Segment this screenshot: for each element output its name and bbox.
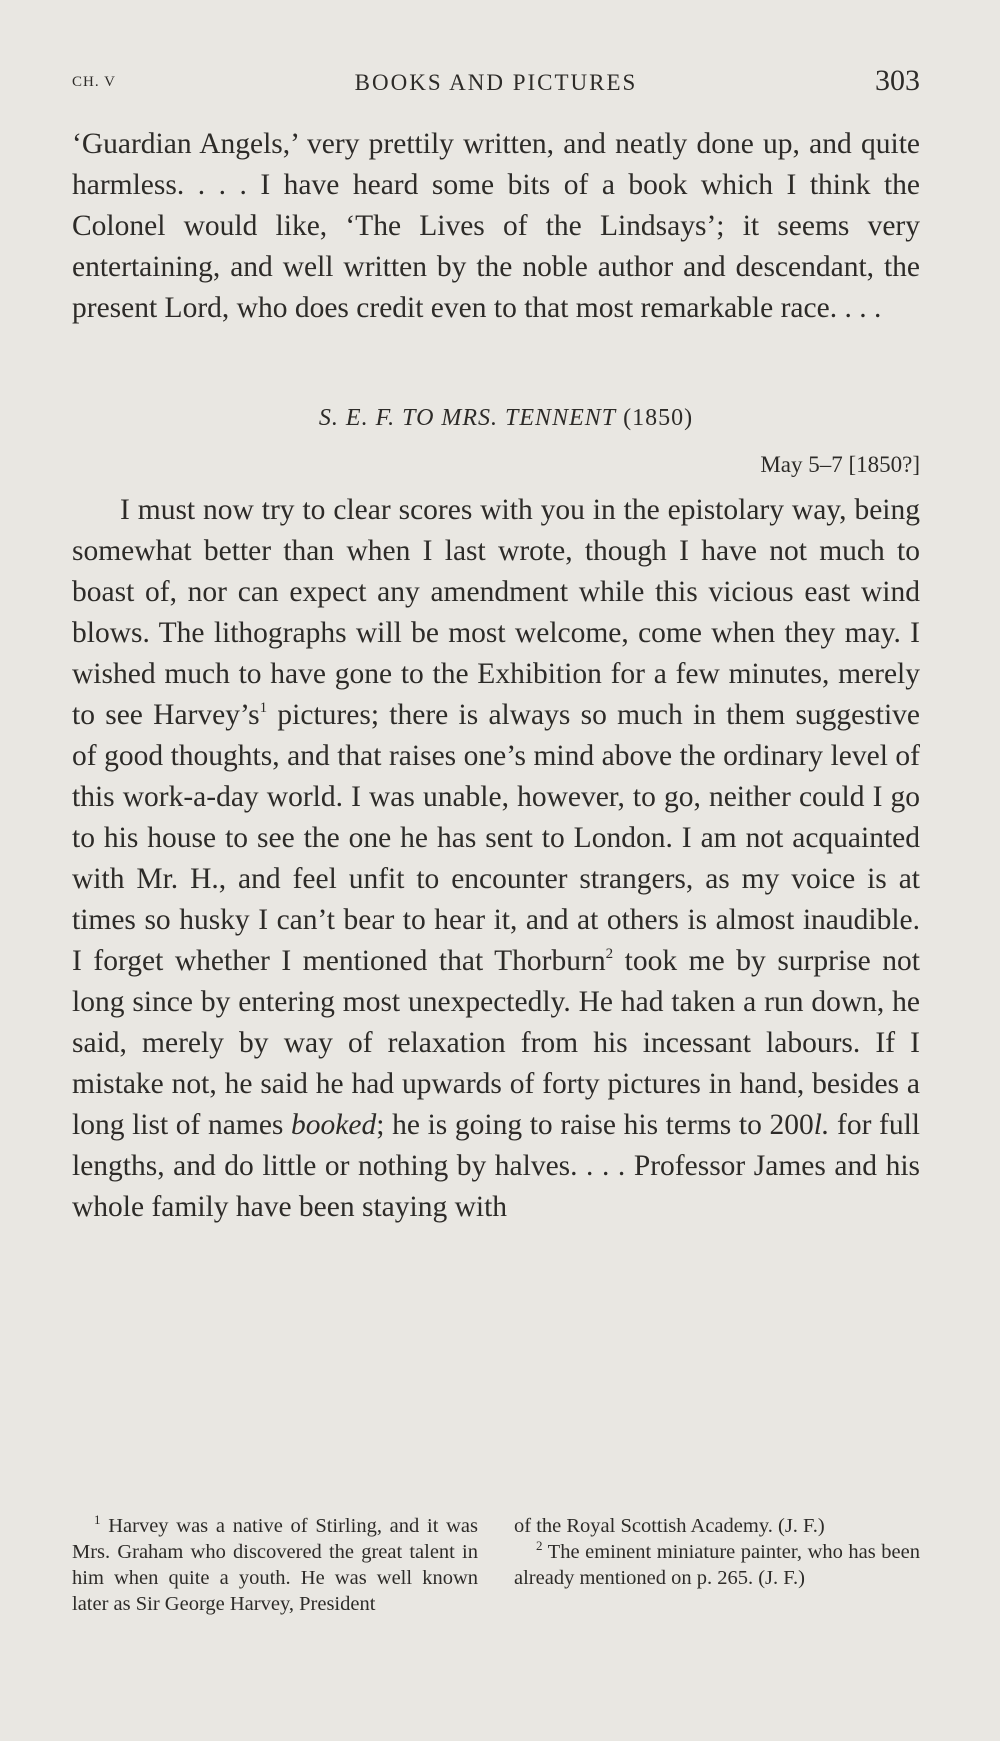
footnote-2 xyxy=(514,1539,920,1591)
running-title: BOOKS AND PICTURES xyxy=(354,70,638,95)
letter-heading xyxy=(72,405,920,432)
footnote-2-text: The eminent miniature painter, who has been already mentioned on p. 265. (J. F.) xyxy=(514,1541,920,1589)
letter-text-part1: I must now try to clear scores with you in the epistolary way, being somewhat better than when I last wrote, though I have not much to boast of, nor can expect any amendment while this vicious east wind blows. The lithographs will be most welcome, come when they may. I wished much to have gone to the Exhibition for a few minutes, merely to see Harvey’s xyxy=(72,494,920,731)
footnotes xyxy=(72,1513,920,1617)
letter-text-part4: ; he is going to raise his terms to 200 xyxy=(376,1109,814,1141)
footnote-1 xyxy=(72,1513,478,1617)
footnote-1-text: Harvey was a native of Stirling, and it was Mrs. Graham who discovered the great talent in him when quite a youth. He was well known later as Sir George Harvey, President xyxy=(72,1515,478,1615)
letter-text-part3: took me by surprise not long since by entering most unexpectedly. He had taken a run down, he said, merely by way of relaxation from his incessant labours. If I mistake not, he said he had upwards of forty pictures in hand, besides a long list of names xyxy=(72,945,920,1141)
footnote-1-continued: of the Royal Scottish Academy. (J. F.) xyxy=(514,1515,825,1537)
opening-paragraph: ‘Guardian Angels,’ very prettily written, and neatly done up, and quite harmless. . . . I have heard some bits of a book which I think the Colonel would like, ‘The Lives of the Lindsays’; it seems very entertaining, and well written by the noble author and descendant, the present Lord, who does credit even to that most remarkable race. . . . xyxy=(72,128,920,324)
letter-year: (1850) xyxy=(623,405,694,431)
footnote-2-mark: 2 xyxy=(536,1538,543,1553)
footnote-column-left xyxy=(72,1513,478,1617)
footnote-1-mark: 1 xyxy=(94,1512,101,1527)
letter-title: S. E. F. TO MRS. TENNENT xyxy=(318,405,617,431)
chapter-label: CH. V xyxy=(72,74,116,90)
footnote-ref-2: 2 xyxy=(605,946,614,962)
letter-date: May 5–7 [1850?] xyxy=(760,452,920,477)
running-head xyxy=(72,62,920,102)
letter-text-part5: for full lengths, and do little or nothing by halves. . . . Professor James and his whole family have been staying with xyxy=(72,1109,920,1223)
footnote-ref-1: 1 xyxy=(259,700,268,716)
italic-pound: l. xyxy=(813,1109,830,1141)
body-text xyxy=(72,124,920,1228)
letter-text-part2: pictures; there is always so much in them suggestive of good thoughts, and that raises one’s mind above the ordinary level of this work-a-day world. I was unable, however, to go, neither could I go to his house to see the one he has sent to London. I am not acquainted with Mr. H., and feel unfit to encounter strangers, as my voice is at times so husky I can’t bear to hear it, and at others is almost inaudible. I forget whether I mentioned that Thorburn xyxy=(72,699,920,977)
page-number: 303 xyxy=(875,64,920,97)
footnote-column-right xyxy=(514,1513,920,1617)
letter-paragraph xyxy=(72,490,920,1228)
italic-booked: booked xyxy=(291,1109,377,1141)
